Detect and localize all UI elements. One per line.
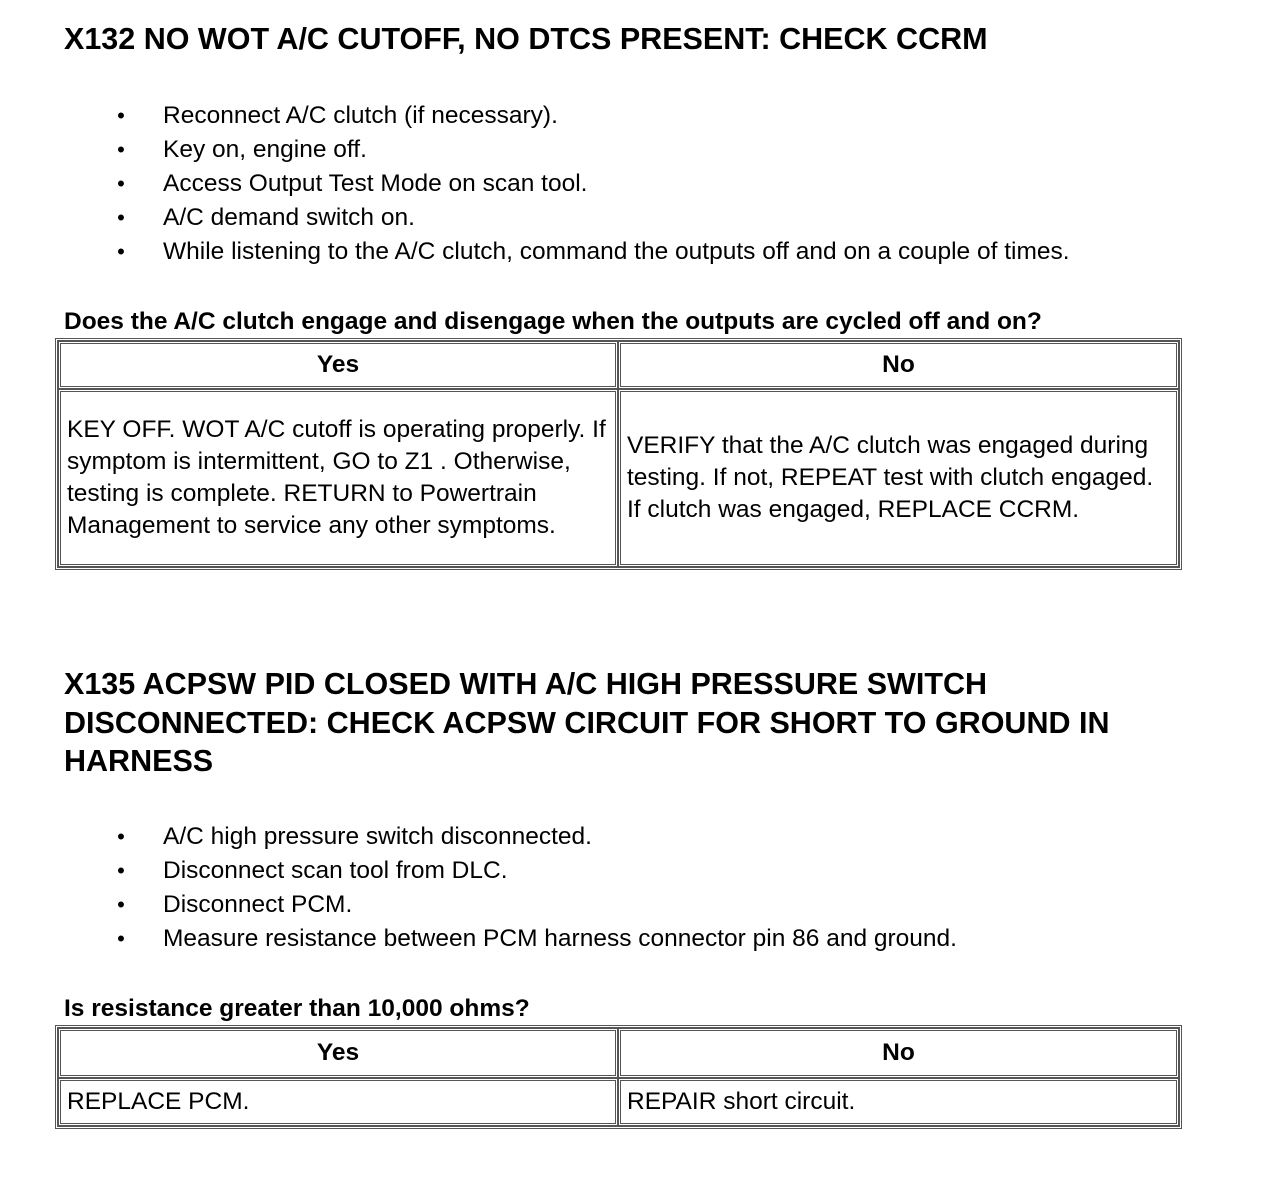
bullet-icon: • <box>117 137 125 162</box>
bullet-icon: • <box>117 824 125 849</box>
step-text: Key on, engine off. <box>163 136 367 163</box>
list-item <box>0 133 1280 167</box>
list-item <box>0 99 1280 133</box>
list-item <box>0 167 1280 201</box>
section-heading: X132 NO WOT A/C CUTOFF, NO DTCS PRESENT: CHECK CCRM <box>64 22 988 56</box>
step-text: Access Output Test Mode on scan tool. <box>163 170 588 197</box>
bullet-icon: • <box>117 926 125 951</box>
step-text: Measure resistance between PCM harness connector pin 86 and ground. <box>163 925 957 952</box>
table-row <box>58 389 1179 567</box>
result-table <box>55 1025 1182 1129</box>
bullet-icon: • <box>117 892 125 917</box>
section-heading: X135 ACPSW PID CLOSED WITH A/C HIGH PRESSURE SWITCH DISCONNECTED: CHECK ACPSW CIRCUIT FOR SHORT TO GROUND IN HARNESS <box>64 667 1110 778</box>
yes-header: Yes <box>58 1028 618 1078</box>
no-cell: VERIFY that the A/C clutch was engaged during testing. If not, REPEAT test with clutch engaged. If clutch was engaged, REPLACE CCRM. <box>618 389 1179 567</box>
bullet-icon: • <box>117 171 125 196</box>
list-item <box>0 922 1280 956</box>
bullet-icon: • <box>117 205 125 230</box>
list-item <box>0 235 1280 269</box>
step-text: A/C demand switch on. <box>163 204 415 231</box>
yes-cell: REPLACE PCM. <box>58 1078 618 1126</box>
list-item <box>0 888 1280 922</box>
no-header: No <box>618 1028 1179 1078</box>
list-item <box>0 854 1280 888</box>
bullet-icon: • <box>117 103 125 128</box>
list-item <box>0 820 1280 854</box>
no-cell: REPAIR short circuit. <box>618 1078 1179 1126</box>
test-question: Is resistance greater than 10,000 ohms? <box>64 995 530 1022</box>
no-header: No <box>618 341 1179 389</box>
table-header-row <box>58 341 1179 389</box>
step-text: Reconnect A/C clutch (if necessary). <box>163 102 558 129</box>
step-text: While listening to the A/C clutch, command the outputs off and on a couple of times. <box>163 238 1070 265</box>
step-text: Disconnect scan tool from DLC. <box>163 857 508 884</box>
step-list <box>0 99 1280 269</box>
list-item <box>0 201 1280 235</box>
bullet-icon: • <box>117 239 125 264</box>
result-table <box>55 338 1182 570</box>
bullet-icon: • <box>117 858 125 883</box>
test-question: Does the A/C clutch engage and disengage when the outputs are cycled off and on? <box>64 308 1042 335</box>
step-list <box>0 820 1280 956</box>
yes-header: Yes <box>58 341 618 389</box>
step-text: Disconnect PCM. <box>163 891 353 918</box>
step-text: A/C high pressure switch disconnected. <box>163 823 592 850</box>
table-header-row <box>58 1028 1179 1078</box>
table-row <box>58 1078 1179 1126</box>
yes-cell: KEY OFF. WOT A/C cutoff is operating properly. If symptom is intermittent, GO to Z1 . Otherwise, testing is complete. RETURN to Powertrain Management to service any other symptoms. <box>58 389 618 567</box>
